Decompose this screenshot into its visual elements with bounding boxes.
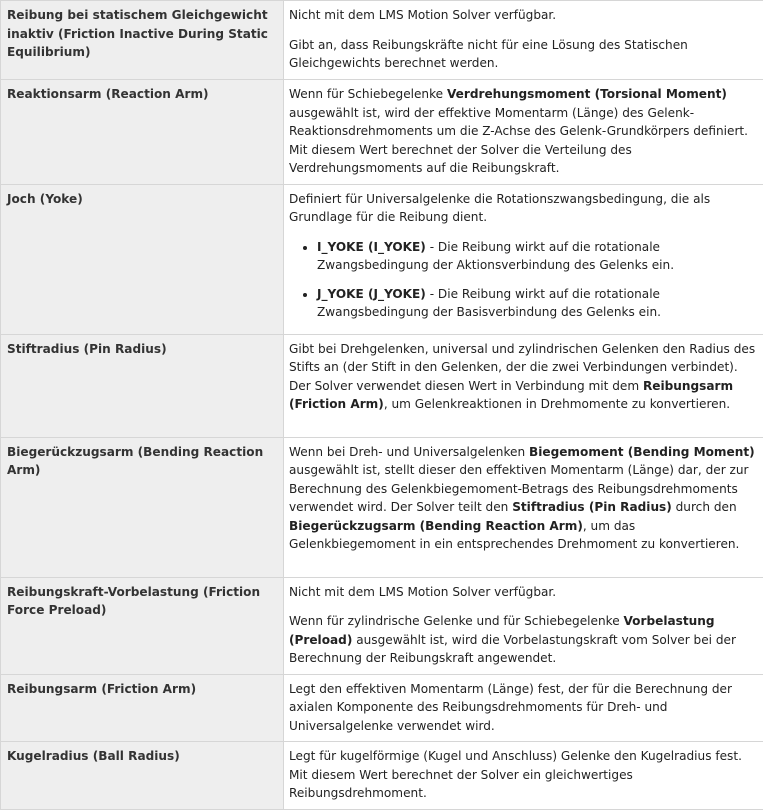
text-run: , um das Gelenkbiegemoment in ein entsprechendes Drehmoment zu konvertieren. [289,519,739,552]
ui-term: Stiftradius (Pin Radius) [512,500,672,514]
text-run: ausgewählt ist, stellt dieser den effektiven Momentarm (Länge) dar, der zur Berechnung des Gelenkbiegemoment-Betrags des Reibungsdrehmoments verwendet wird. Der Solver teilt den [289,463,749,514]
description-cell [284,184,763,334]
description-paragraph: Legt für kugelförmige (Kugel und Anschluss) Gelenke den Kugelradius fest. Mit diesem Wert berechnet der Solver ein gleichwertiges Reibungsdrehmoment. [289,747,757,803]
table-row [1,577,763,674]
text-run: ausgewählt ist, wird die Vorbelastungskraft vom Solver bei der Berechnung der Reibungskraft angewendet. [289,633,736,666]
text-run: Gibt bei Drehgelenken, universal und zylindrischen Gelenken den Radius des Stifts an (der Stift in den Gelenken, der die zwei Verbindungen verbindet). Der Solver verwendet diesen Wert in Verbindung mit dem [289,342,755,393]
term-cell: Joch (Yoke) [1,184,284,334]
description-cell [284,577,763,674]
description-paragraph: Nicht mit dem LMS Motion Solver verfügbar. [289,583,757,602]
description-paragraph: Definiert für Universalgelenke die Rotationszwangsbedingung, die als Grundlage für die Reibung dient. [289,190,757,227]
description-cell [284,742,763,810]
description-paragraph [289,612,757,668]
list-item [317,285,757,322]
list-item [317,238,757,275]
description-paragraph: Legt den effektiven Momentarm (Länge) fest, der für die Berechnung der axialen Komponente des Reibungsdrehmoments für Dreh- und Universalgelenke verwendet wird. [289,680,757,736]
table-row [1,80,763,185]
description-cell [284,674,763,742]
option-description: - Die Reibung wirkt auf die rotationale Zwangsbedingung der Aktionsverbindung des Gelenks ein. [317,240,674,273]
term-cell: Reibungskraft-Vorbelastung (Friction Force Preload) [1,577,284,674]
table-row [1,334,763,437]
text-run: Wenn bei Dreh- und Universalgelenken [289,445,529,459]
description-cell [284,80,763,185]
term-cell: Stiftradius (Pin Radius) [1,334,284,437]
table-row [1,437,763,577]
description-cell [284,334,763,437]
text-run: ausgewählt ist, wird der effektive Momentarm (Länge) des Gelenk-Reaktionsdrehmoments um die Z-Achse des Gelenk-Grundkörpers definiert. Mit diesem Wert berechnet der Solver die Verteilung des Verdrehungsmoments auf die Reibungskraft. [289,106,748,176]
text-run: , um Gelenkreaktionen in Drehmomente zu konvertieren. [384,397,730,411]
ui-term: Verdrehungsmoment (Torsional Moment) [447,87,727,101]
option-name: I_YOKE (I_YOKE) [317,240,426,254]
ui-term: Biegemoment (Bending Moment) [529,445,755,459]
description-cell [284,1,763,80]
term-cell: Biegerückzugsarm (Bending Reaction Arm) [1,437,284,577]
table-row [1,1,763,80]
table-row [1,184,763,334]
term-cell: Kugelradius (Ball Radius) [1,742,284,810]
option-name: J_YOKE (J_YOKE) [317,287,426,301]
term-cell: Reibungsarm (Friction Arm) [1,674,284,742]
description-paragraph: Gibt an, dass Reibungskräfte nicht für eine Lösung des Statischen Gleichgewichts berechnet werden. [289,36,757,73]
description-paragraph: Nicht mit dem LMS Motion Solver verfügbar. [289,6,757,25]
term-cell: Reaktionsarm (Reaction Arm) [1,80,284,185]
description-paragraph [289,443,757,554]
description-paragraph [289,85,757,178]
table-row [1,742,763,810]
description-cell [284,437,763,577]
table-row [1,674,763,742]
option-description: - Die Reibung wirkt auf die rotationale Zwangsbedingung der Basisverbindung des Gelenks ein. [317,287,661,320]
description-paragraph [289,340,757,414]
option-list [289,238,757,322]
text-run: durch den [672,500,737,514]
ui-term: Reibungsarm (Friction Arm) [289,379,733,412]
term-cell: Reibung bei statischem Gleichgewicht inaktiv (Friction Inactive During Static Equilibrium) [1,1,284,80]
ui-term: Vorbelastung (Preload) [289,614,714,647]
text-run: Wenn für zylindrische Gelenke und für Schiebegelenke [289,614,623,628]
ui-term: Biegerückzugsarm (Bending Reaction Arm) [289,519,583,533]
text-run: Wenn für Schiebegelenke [289,87,447,101]
